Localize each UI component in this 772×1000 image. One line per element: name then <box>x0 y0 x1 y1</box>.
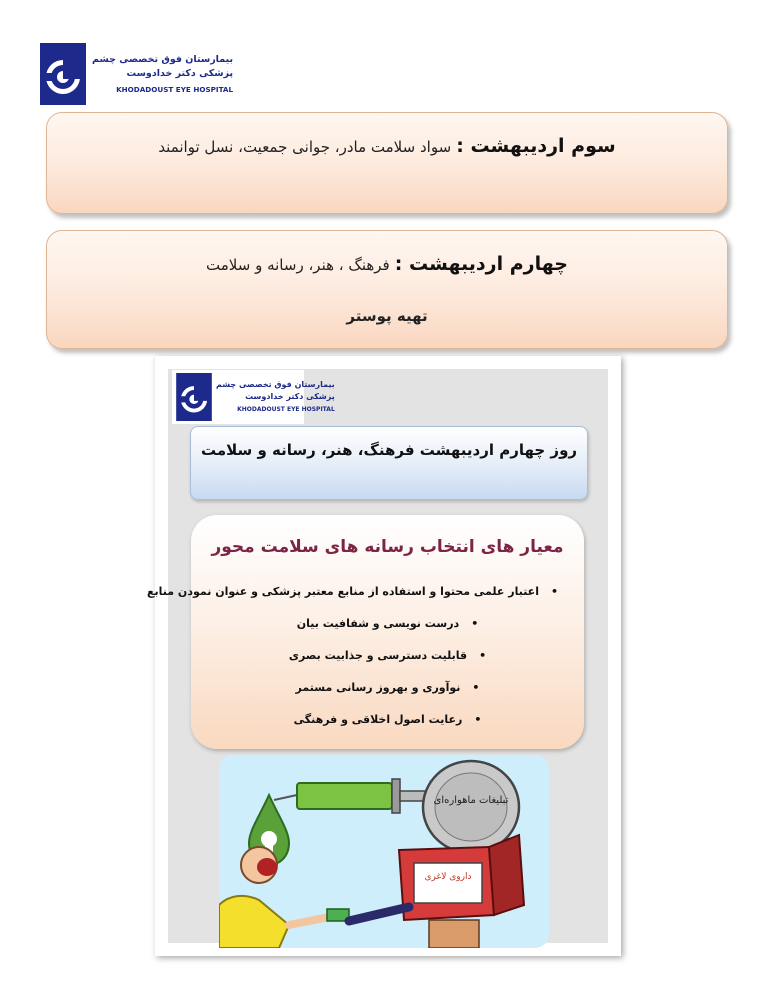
tv-label: داروی لاغری <box>424 872 472 882</box>
criteria-title: معیار های انتخاب رسانه های سلامت محور <box>211 537 564 557</box>
media-health-cartoon <box>219 755 549 948</box>
poster-hospital-logo <box>172 370 335 424</box>
bullet-icon: • <box>474 713 482 726</box>
day3-heading: سوم اردیبهشت : <box>456 135 616 157</box>
criteria-item: •درست نویسی و شفافیت بیان <box>296 617 479 630</box>
eye-logo-icon <box>40 43 86 105</box>
criteria-item: •رعایت اصول اخلاقی و فرهنگی <box>293 713 482 726</box>
bullet-icon: • <box>550 585 558 598</box>
day4-line <box>47 253 727 275</box>
poster-logo-name-line1: بیمارستان فوق تخصصی چشم <box>216 380 335 389</box>
day4-activity: تهیه پوستر <box>346 307 428 325</box>
day4-box <box>46 230 728 349</box>
criteria-item: •نوآوری و بهروز رسانی مستمر <box>295 681 480 694</box>
bullet-icon: • <box>479 649 487 662</box>
poster-title-box <box>190 426 588 500</box>
day4-heading: چهارم اردیبهشت : <box>394 253 568 275</box>
satellite-dish-illustration <box>423 761 519 853</box>
day3-text: سواد سلامت مادر، جوانی جمعیت، نسل توانمند <box>158 138 452 156</box>
hospital-logo <box>40 42 234 106</box>
day3-box <box>46 112 728 214</box>
criteria-item: •اعتبار علمی محتوا و استفاده از منابع معتبر پزشکی و عنوان نمودن منابع <box>147 585 558 598</box>
bullet-icon: • <box>471 617 479 630</box>
poster-title: روز چهارم اردیبهشت فرهنگ، هنر، رسانه و سلامت <box>200 441 578 459</box>
bullet-icon: • <box>472 681 480 694</box>
criteria-item: •قابلیت دسترسی و جذابیت بصری <box>288 649 487 662</box>
logo-name-en: KHODADOUST EYE HOSPITAL <box>116 84 234 94</box>
dish-label: تبلیغات ماهواره‌ای <box>433 795 509 806</box>
day4-text: فرهنگ ، هنر، رسانه و سلامت <box>206 256 390 274</box>
day3-line <box>47 135 727 157</box>
logo-name-line1: بیمارستان فوق تخصصی چشم <box>92 53 234 65</box>
logo-name-line2: پزشکی دکتر خدادوست <box>126 67 234 79</box>
criteria-box <box>147 515 584 749</box>
eye-logo-icon <box>176 373 212 421</box>
poster-logo-name-line2: پزشکی دکتر خدادوست <box>245 392 335 401</box>
poster-logo-name-en: KHODADOUST EYE HOSPITAL <box>237 406 335 413</box>
